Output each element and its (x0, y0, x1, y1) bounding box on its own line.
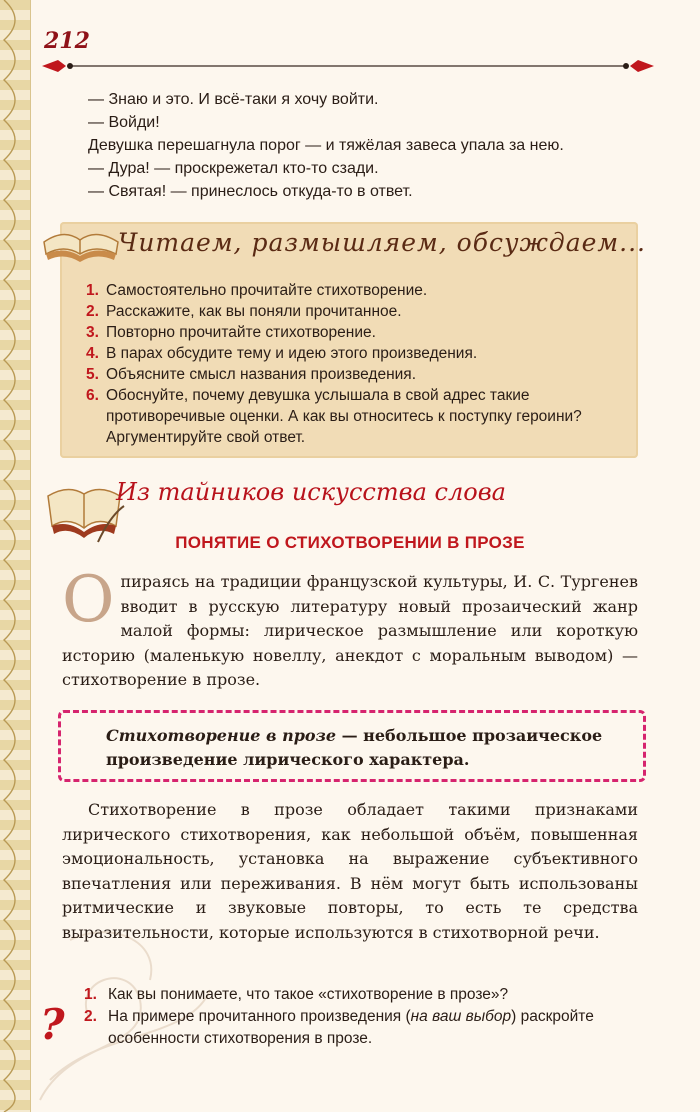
open-book-icon (36, 206, 126, 266)
dialogue-line: — Дура! — проскрежетал кто-то сзади. (88, 160, 379, 177)
item-text: Повторно прочитайте стихотворение. (106, 324, 376, 341)
item-number: 1. (86, 282, 99, 299)
paragraph-text: пираясь на традиции французской культуры, И. С. Тургенев вводит в русскую литературу новый прозаический жанр малой формы: лирическое размышление или короткую историю (маленькую новеллу, анекдот с моральным выводом) — стихотворение в прозе. (62, 572, 638, 689)
list-item (84, 984, 640, 1006)
dialogue-line: — Святая! — принеслось откуда-то в ответ. (88, 183, 413, 200)
item-text: Объясните смысл названия произведения. (106, 366, 416, 383)
definition (106, 724, 636, 772)
list-item (86, 364, 626, 385)
decorative-border (0, 0, 31, 1112)
paragraph-text: Стихотворение в прозе обладает такими признаками лирического стихотворения, как небольшой объём, повышенная эмоциональность, установка на выражение субъективного впечатления или переживания. В нём могут быть использованы ритмические и звуковые повторы, то есть те средства выразительности, которые используются в стихотворной речи. (62, 800, 638, 942)
list-item (86, 322, 626, 343)
list-item (86, 343, 626, 364)
item-text: Самостоятельно прочитайте стихотворение. (106, 282, 428, 299)
question-mark-icon: ? (40, 1000, 65, 1049)
paragraph (62, 798, 638, 945)
list-item (86, 385, 626, 448)
definition-text: — небольшое прозаическое произведение лирического характера. (106, 726, 603, 769)
dialogue-line: — Войди! (88, 114, 160, 131)
dialogue-line: — Знаю и это. И всё-таки я хочу войти. (88, 91, 379, 108)
section-title: ПОНЯТИЕ О СТИХОТВОРЕНИИ В ПРОЗЕ (175, 533, 525, 552)
item-number: 1. (84, 986, 97, 1003)
discussion-list (86, 280, 626, 448)
dialogue-excerpt (88, 88, 648, 203)
item-number: 2. (86, 303, 99, 320)
item-text: В парах обсудите тему и идею этого произведения. (106, 345, 478, 362)
item-number: 3. (86, 324, 99, 341)
item-text: На примере прочитанного произведения (на ваш выбор) раскройте особенности стихотворения в прозе. (108, 1008, 594, 1047)
item-number: 6. (86, 387, 99, 404)
item-number: 4. (86, 345, 99, 362)
discussion-title: Читаем, размышляем, обсуждаем... (118, 228, 646, 257)
item-text: Расскажите, как вы поняли прочитанное. (106, 303, 402, 320)
list-item (84, 1006, 640, 1050)
section-kicker: Из тайников искусства слова (116, 478, 506, 506)
paragraph (62, 563, 638, 693)
questions-list (84, 984, 640, 1050)
item-text: Обоснуйте, почему девушка услышала в свой адрес такие противоречивые оценки. А как вы относитесь к поступку героини? Аргументируйте свой ответ. (106, 387, 582, 446)
header-rule (38, 56, 658, 76)
definition-term: Стихотворение в прозе (106, 726, 336, 745)
drop-cap: О (62, 563, 115, 637)
dialogue-line: Девушка перешагнула порог — и тяжёлая завеса упала за нею. (88, 137, 564, 154)
list-item (86, 301, 626, 322)
item-number: 5. (86, 366, 99, 383)
list-item (86, 280, 626, 301)
page-number: 212 (44, 28, 90, 54)
item-text: Как вы понимаете, что такое «стихотворение в прозе»? (108, 986, 509, 1003)
item-number: 2. (84, 1008, 97, 1025)
